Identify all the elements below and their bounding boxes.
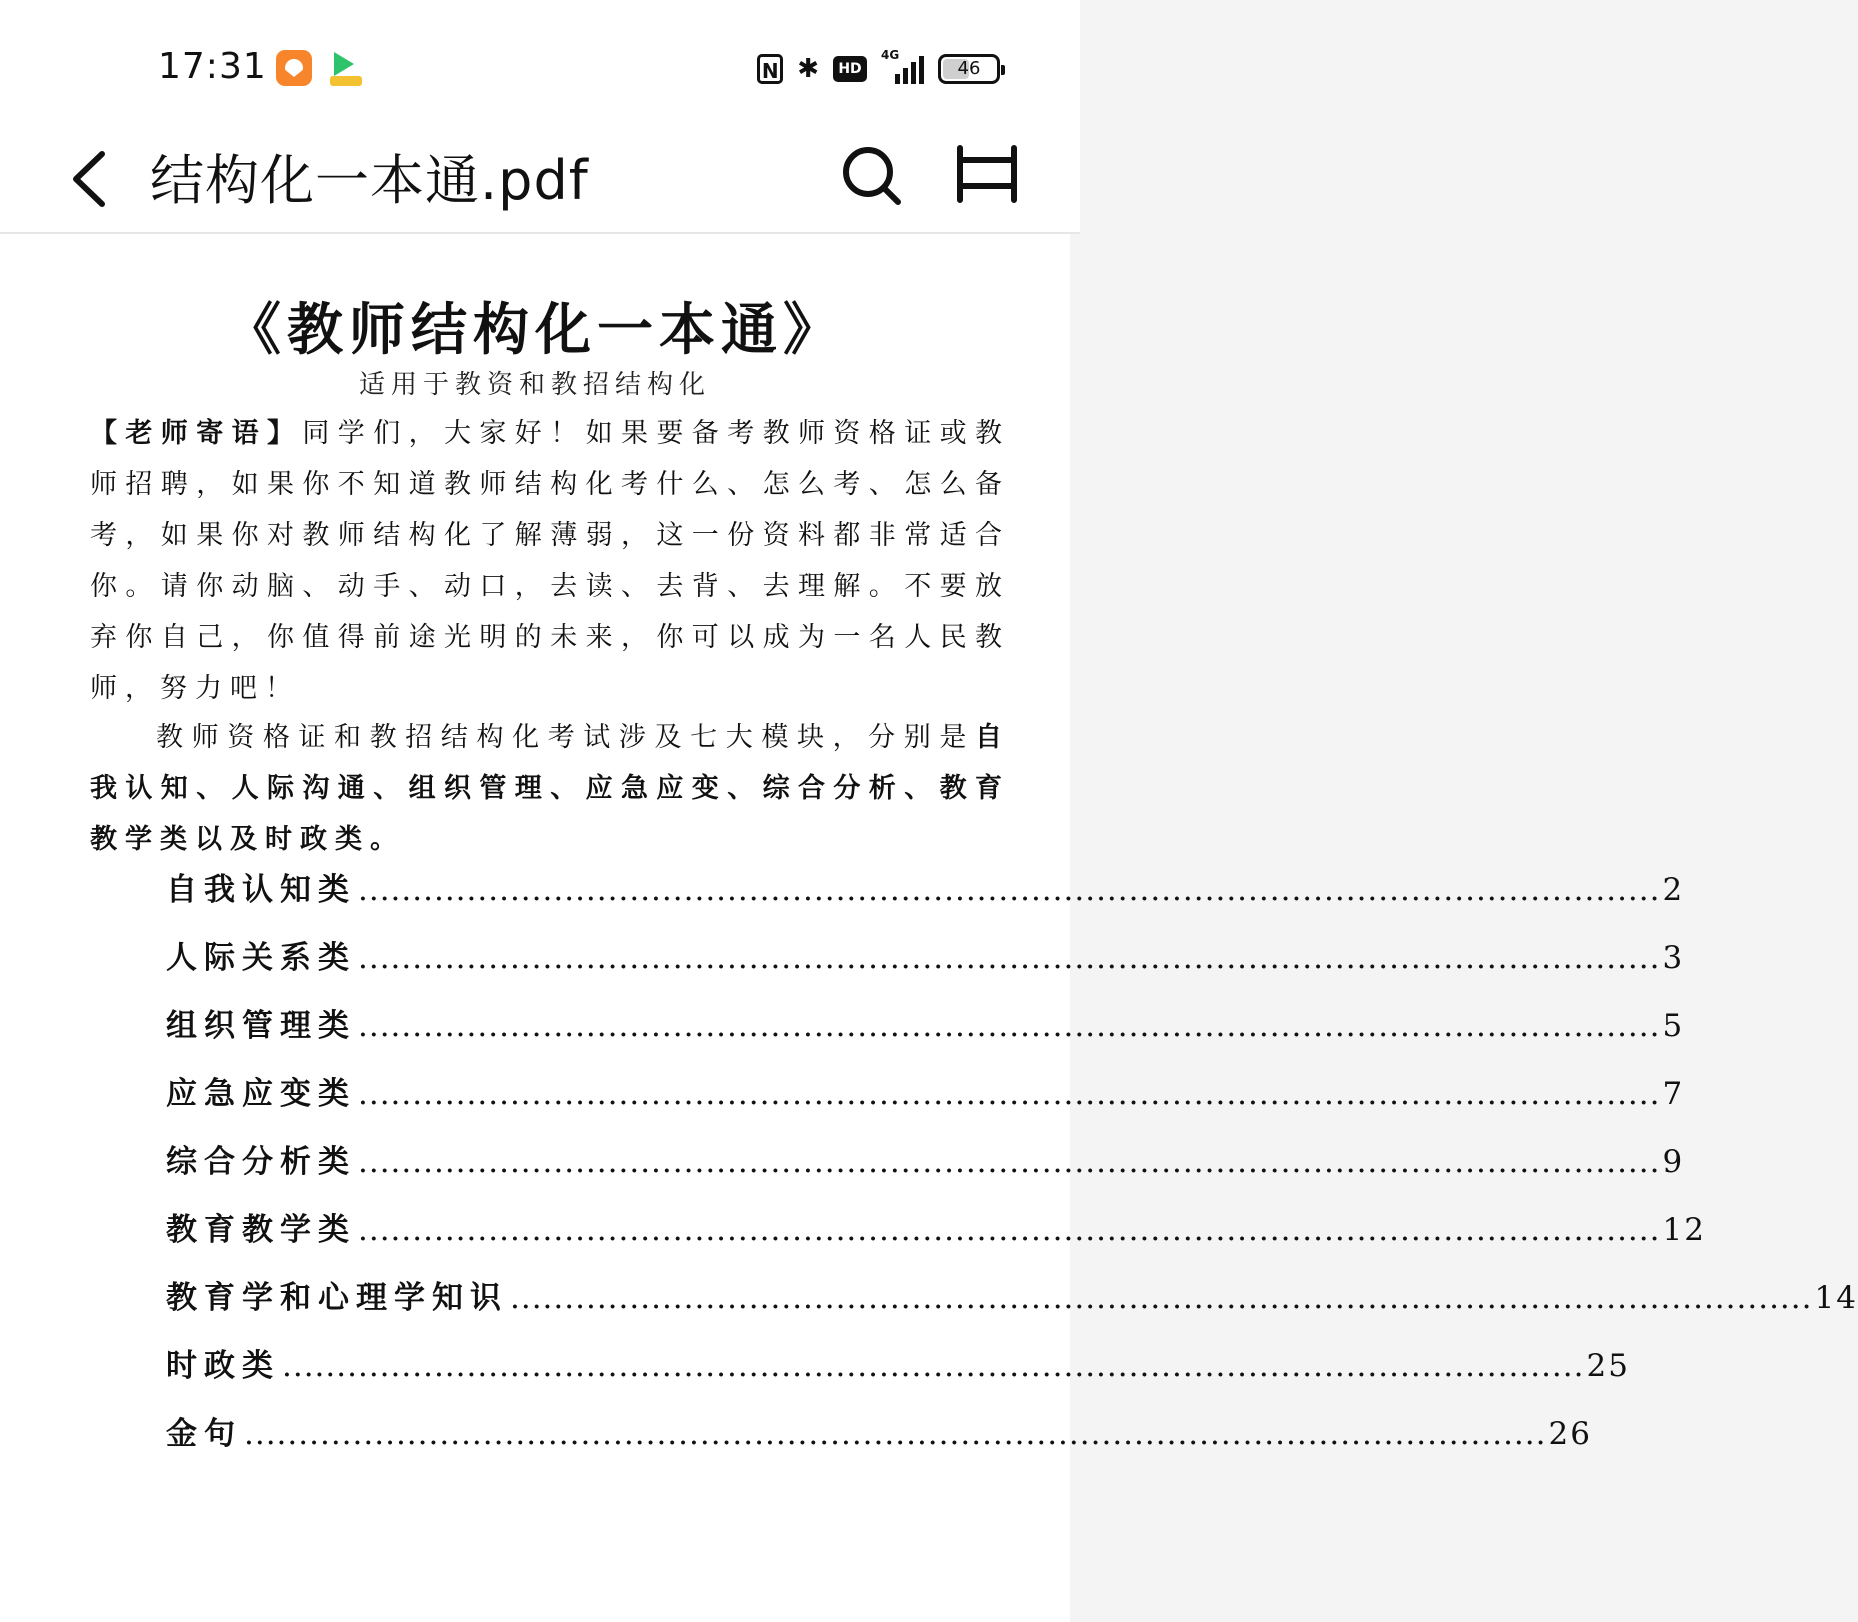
clock: 17:31 [158,46,267,87]
intro-label: 【老师寄语】 [90,418,303,449]
toc-item[interactable] [166,1204,1706,1272]
notification-app-icon [276,50,312,86]
pdf-page[interactable] [0,234,1858,1622]
page-title: 《教师结构化一本通》 [225,297,845,363]
modules-list: 自我认知、人际沟通、组织管理、应急应变、综合分析、教育教学类以及时政类。 [90,722,1010,855]
back-button[interactable] [66,144,126,214]
bluetooth-icon: ✱ [797,54,819,84]
toc-item-page: 14 [1814,1280,1858,1316]
toc-item[interactable] [166,864,1685,932]
video-app-icon [328,50,364,86]
toc-item-label: 教育学和心理学知识 [166,1280,508,1316]
status-bar [0,0,1080,128]
toc-dot-leader: ........................................................................................................................ [358,1076,1661,1112]
hd-icon: HD [833,56,867,82]
toc-item[interactable] [166,932,1685,1000]
toc-item-page: 7 [1662,1076,1685,1112]
toc-item-label: 综合分析类 [166,1144,356,1180]
toc-dot-leader: ........................................................................................................................ [358,872,1661,908]
toc-item[interactable] [166,1000,1685,1068]
toc-item-label: 时政类 [166,1348,280,1384]
toc-dot-leader: ........................................................................................................................ [358,940,1661,976]
toc-dot-leader: ........................................................................................................................ [282,1348,1585,1384]
toc-dot-leader: ........................................................................................................................ [358,1144,1661,1180]
battery-icon [938,54,1000,84]
toc-item-label: 人际关系类 [166,940,356,976]
toc-item-label: 自我认知类 [166,872,356,908]
intro-paragraph [90,408,1010,714]
table-of-contents [166,864,1858,1476]
modules-lead: 教师资格证和教招结构化考试涉及七大模块，分别是 [156,722,975,753]
toc-item-page: 3 [1662,940,1685,976]
menu-icon [952,140,1022,210]
toc-item[interactable] [166,1272,1858,1340]
toc-item-label: 金句 [166,1416,242,1452]
toc-item-page: 9 [1662,1144,1685,1180]
toc-item[interactable] [166,1340,1630,1408]
intro-text: 同学们，大家好！如果要备考教师资格证或教师招聘，如果你不知道教师结构化考什么、怎么考、怎么备考，如果你对教师结构化了解薄弱，这一份资料都非常适合你。请你动脑、动手、动口，去读、去背、去理解。不要放弃你自己，你值得前途光明的未来，你可以成为一名人民教师，努力吧！ [90,418,1011,704]
menu-button[interactable] [952,140,1022,210]
toc-item[interactable] [166,1068,1685,1136]
toc-item-label: 教育教学类 [166,1212,356,1248]
battery-percent: 46 [957,58,981,79]
modules-paragraph [90,712,1010,865]
network-type: 4G [881,48,900,62]
toc-dot-leader: ........................................................................................................................ [358,1212,1661,1248]
toc-item-label: 应急应变类 [166,1076,356,1112]
toc-item[interactable] [166,1408,1592,1476]
page-subtitle: 适用于教资和教招结构化 [358,370,711,400]
search-icon [836,140,906,210]
toc-item-page: 2 [1662,872,1685,908]
toc-item-page: 26 [1548,1416,1592,1452]
toc-item-page: 5 [1662,1008,1685,1044]
chevron-left-icon [66,144,126,214]
app-header [0,128,1080,234]
search-button[interactable] [836,140,906,210]
nfc-icon: N [757,54,783,84]
toc-item-label: 组织管理类 [166,1008,356,1044]
document-title: 结构化一本通.pdf [150,149,589,212]
toc-dot-leader: ........................................................................................................................ [510,1280,1813,1316]
signal-icon [881,48,924,84]
toc-dot-leader: ........................................................................................................................ [358,1008,1661,1044]
toc-item[interactable] [166,1136,1685,1204]
toc-item-page: 25 [1586,1348,1630,1384]
toc-dot-leader: ........................................................................................................................ [244,1416,1547,1452]
toc-item-page: 12 [1662,1212,1706,1248]
system-icons [757,48,1000,86]
